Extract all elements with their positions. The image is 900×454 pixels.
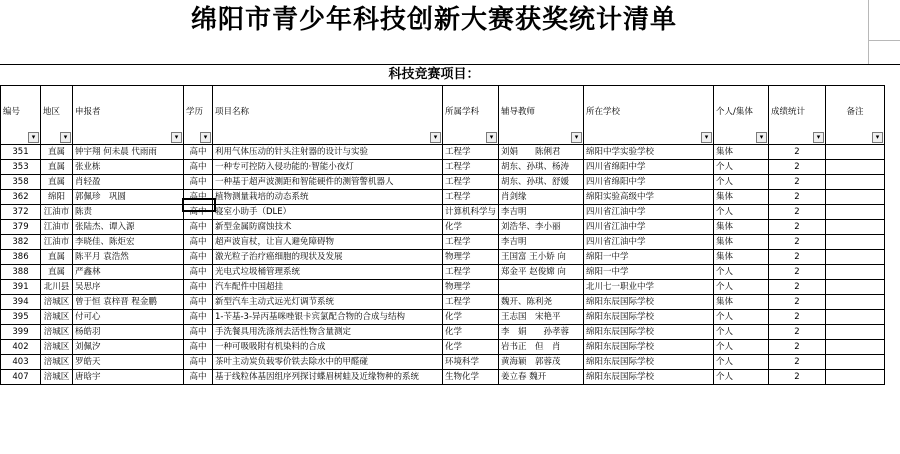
table-cell[interactable]: 刘佩汐 [73,340,184,355]
table-row [1,250,885,265]
table-row [1,370,885,385]
table-cell[interactable]: 个人 [714,160,769,175]
table-cell[interactable]: 353 [1,160,41,175]
table-cell[interactable]: 高中 [184,175,213,190]
table-cell[interactable]: 2 [769,370,826,385]
table-cell[interactable]: 付可心 [73,310,184,325]
table-cell[interactable] [499,280,584,295]
table-cell[interactable]: 岩书正 但 肖 [499,340,584,355]
table-cell[interactable]: 2 [769,175,826,190]
table-cell[interactable]: 绵阳实验高级中学 [584,190,714,205]
table-cell[interactable] [826,235,885,250]
table-cell[interactable]: 绵阳东辰国际学校 [584,370,714,385]
table-cell[interactable]: 北川七一职业中学 [584,280,714,295]
sheet-gridline [868,0,869,64]
table-cell[interactable]: 402 [1,340,41,355]
table-cell[interactable]: 绵阳东辰国际学校 [584,355,714,370]
table-cell[interactable]: 光电式垃圾桶管理系统 [213,265,443,280]
table-cell[interactable]: 工程学 [443,175,499,190]
table-cell[interactable]: 个人 [714,355,769,370]
table-cell[interactable]: 高中 [184,265,213,280]
section-title: 科技竞赛项目： [388,67,480,82]
table-cell[interactable]: 北川县 [41,280,73,295]
table-cell[interactable]: 新型金属防腐蚀技术 [213,220,443,235]
table-cell[interactable]: 涪城区 [41,355,73,370]
table-cell[interactable]: 工程学 [443,295,499,310]
header-row [1,86,885,145]
table-cell[interactable]: 汽车配件中国超挂 [213,280,443,295]
table-cell[interactable]: 四川省绵阳中学 [584,175,714,190]
table-cell[interactable]: 372 [1,205,41,220]
sheet-border [0,64,900,65]
table-cell[interactable]: 魏开、陈利尧 [499,295,584,310]
table-cell[interactable] [826,190,885,205]
column-header-label: 成绩统计 [771,107,806,117]
table-cell[interactable]: 绵阳东辰国际学校 [584,340,714,355]
dropdown-arrow-icon[interactable]: ▾ [571,132,582,143]
table-cell[interactable]: 直属 [41,145,73,160]
table-cell[interactable]: 胡东、孙琪、舒媛 [499,175,584,190]
table-cell[interactable]: 工程学 [443,145,499,160]
table-row [1,205,885,220]
table-cell[interactable] [826,355,885,370]
table-cell[interactable]: 严鑫林 [73,265,184,280]
table-cell[interactable]: 个人 [714,280,769,295]
table-row [1,355,885,370]
column-header-label: 地区 [43,107,61,117]
table-cell[interactable]: 一种专可控防入侵功能的·智能小夜灯 [213,160,443,175]
table-cell[interactable]: 物理学 [443,250,499,265]
dropdown-arrow-icon[interactable]: ▾ [813,132,824,143]
table-row [1,325,885,340]
table-cell[interactable]: 手洗餐具用洗涤剂去活性物含量测定 [213,325,443,340]
table-cell[interactable]: 2 [769,250,826,265]
table-cell[interactable]: 407 [1,370,41,385]
table-cell[interactable]: 集体 [714,235,769,250]
table-cell[interactable] [826,340,885,355]
table-cell[interactable]: 绵阳东辰国际学校 [584,295,714,310]
table-cell[interactable]: 化学 [443,310,499,325]
table-cell[interactable] [826,205,885,220]
table-cell[interactable]: 涪城区 [41,370,73,385]
column-header-label: 学历 [186,107,204,117]
table-cell[interactable]: 集体 [714,295,769,310]
table-cell[interactable] [826,370,885,385]
table-cell[interactable]: 358 [1,175,41,190]
column-header-label: 申报者 [75,107,101,117]
column-header-label: 所属学科 [445,107,480,117]
table-cell[interactable]: 1-苄基-3-异丙基咪唑银卡宾氯配合物的合成与结构 [213,310,443,325]
table-cell[interactable] [826,265,885,280]
table-cell[interactable]: 个人 [714,310,769,325]
column-header-label: 备注 [846,107,864,117]
table-cell[interactable] [826,160,885,175]
table-cell[interactable]: 高中 [184,310,213,325]
table-cell[interactable]: 集体 [714,250,769,265]
table-cell[interactable]: 化学 [443,340,499,355]
table-cell[interactable]: 2 [769,145,826,160]
table-cell[interactable]: 李 娟 孙孝蓉 [499,325,584,340]
table-cell[interactable]: 399 [1,325,41,340]
table-cell[interactable]: 吴思序 [73,280,184,295]
table-cell[interactable]: 403 [1,355,41,370]
table-cell[interactable] [826,280,885,295]
column-header[interactable] [1,86,41,145]
table-cell[interactable]: 个人 [714,175,769,190]
table-cell[interactable]: 个人 [714,325,769,340]
table-cell[interactable]: 江油市 [41,205,73,220]
table-cell[interactable]: 集体 [714,220,769,235]
table-cell[interactable]: 江油市 [41,220,73,235]
column-header-label: 辅导教师 [501,107,536,117]
table-cell[interactable]: 姜立春 魏开 [499,370,584,385]
table-cell[interactable]: 张陆杰、谭入源 [73,220,184,235]
table-cell[interactable]: 388 [1,265,41,280]
column-header[interactable] [769,86,826,145]
table-cell[interactable]: 激光粒子治疗癌细胞的现状及发展 [213,250,443,265]
table-cell[interactable]: 环境科学 [443,355,499,370]
table-row [1,160,885,175]
table-row [1,280,885,295]
table-cell[interactable]: 2 [769,310,826,325]
column-header[interactable] [826,86,885,145]
table-cell[interactable]: 工程学 [443,265,499,280]
table-cell[interactable]: 绵阳东辰国际学校 [584,325,714,340]
table-cell[interactable]: 一种基于超声波测距和智能硬件的测管警机器人 [213,175,443,190]
table-cell[interactable]: 刘浩华、李小丽 [499,220,584,235]
table-cell[interactable]: 391 [1,280,41,295]
table-cell[interactable]: 382 [1,235,41,250]
table-cell[interactable]: 张业栋 [73,160,184,175]
table-cell[interactable]: 个人 [714,370,769,385]
table-cell[interactable]: 唐晗宇 [73,370,184,385]
dropdown-arrow-icon[interactable]: ▾ [872,132,883,143]
table-cell[interactable]: 涪城区 [41,295,73,310]
table-cell[interactable] [826,175,885,190]
table-cell[interactable]: 绵阳东辰国际学校 [584,310,714,325]
table-cell[interactable]: 个人 [714,340,769,355]
table-row [1,265,885,280]
table-cell[interactable]: 寝室小助手（DLE） [213,205,443,220]
table-row [1,220,885,235]
table-cell[interactable]: 高中 [184,160,213,175]
table-cell[interactable]: 2 [769,205,826,220]
dropdown-arrow-icon[interactable]: ▾ [486,132,497,143]
table-cell[interactable]: 罗皓天 [73,355,184,370]
table-cell[interactable]: 刘娟 陈俐君 [499,145,584,160]
table-cell[interactable]: 394 [1,295,41,310]
table-cell[interactable]: 379 [1,220,41,235]
table-row [1,235,885,250]
table-cell[interactable]: 362 [1,190,41,205]
table-cell[interactable]: 351 [1,145,41,160]
table-cell[interactable]: 李晓佳、陈炬宏 [73,235,184,250]
table-cell[interactable]: 李吉明 [499,235,584,250]
column-header[interactable] [499,86,584,145]
table-cell[interactable]: 高中 [184,235,213,250]
table-cell[interactable]: 直属 [41,160,73,175]
table-cell[interactable]: 直属 [41,175,73,190]
table-cell[interactable]: 2 [769,355,826,370]
table-cell[interactable]: 肖轻盈 [73,175,184,190]
sheet-gridline [868,40,900,41]
table-cell[interactable]: 高中 [184,145,213,160]
table-cell[interactable]: 2 [769,325,826,340]
table-cell[interactable]: 胡东、孙琪、杨涛 [499,160,584,175]
table-cell[interactable]: 直属 [41,265,73,280]
table-cell[interactable]: 四川省江油中学 [584,220,714,235]
table-cell[interactable]: 2 [769,280,826,295]
column-header[interactable] [73,86,184,145]
table-cell[interactable]: 茶叶主动炭负载零价铁去除水中的甲醛碰 [213,355,443,370]
dropdown-arrow-icon[interactable]: ▾ [28,132,39,143]
table-cell[interactable]: 王国富 王小娇 向 [499,250,584,265]
column-header[interactable] [184,86,213,145]
table-cell[interactable]: 个人 [714,205,769,220]
column-header-label: 个人/集体 [716,107,753,117]
table-cell[interactable]: 江油市 [41,235,73,250]
table-cell[interactable]: 2 [769,295,826,310]
dropdown-arrow-icon[interactable]: ▾ [430,132,441,143]
award-table [0,85,885,385]
dropdown-arrow-icon[interactable]: ▾ [60,132,71,143]
table-row [1,295,885,310]
column-header[interactable] [41,86,73,145]
table-cell[interactable]: 杨皓羽 [73,325,184,340]
table-cell[interactable]: 高中 [184,205,213,220]
table-cell[interactable]: 高中 [184,250,213,265]
table-cell[interactable]: 工程学 [443,235,499,250]
dropdown-arrow-icon[interactable]: ▾ [171,132,182,143]
table-cell[interactable]: 基于线粒体基因组序列探讨蝶眉树蛙及近缘物种的系统 [213,370,443,385]
table-cell[interactable]: 386 [1,250,41,265]
table-cell[interactable]: 黄海颖 郭蓉茂 [499,355,584,370]
table-cell[interactable]: 涪城区 [41,310,73,325]
table-row [1,190,885,205]
table-cell[interactable]: 2 [769,340,826,355]
table-cell[interactable]: 新型汽车主动式远光灯调节系统 [213,295,443,310]
table-cell[interactable]: 2 [769,220,826,235]
table-cell[interactable]: 超声波盲杖，让盲人避免障碍物 [213,235,443,250]
table-cell[interactable]: 高中 [184,340,213,355]
table-cell[interactable]: 2 [769,235,826,250]
table-cell[interactable] [826,250,885,265]
table-cell[interactable]: 高中 [184,325,213,340]
table-cell[interactable]: 植物测量栽培的动态系统 [213,190,443,205]
table-cell[interactable] [826,220,885,235]
table-cell[interactable]: 高中 [184,190,213,205]
table-cell[interactable]: 物理学 [443,280,499,295]
table-cell[interactable]: 李吉明 [499,205,584,220]
column-header[interactable] [714,86,769,145]
table-cell[interactable]: 集体 [714,190,769,205]
table-cell[interactable]: 四川省江油中学 [584,205,714,220]
table-cell[interactable]: 涪城区 [41,325,73,340]
table-cell[interactable]: 绵阳 [41,190,73,205]
table-row [1,310,885,325]
sheet-title: 绵阳市青少年科技创新大赛获奖统计清单 [190,5,677,35]
table-cell[interactable]: 直属 [41,250,73,265]
column-header-label: 编号 [3,107,21,117]
column-header[interactable] [443,86,499,145]
column-header[interactable] [213,86,443,145]
dropdown-arrow-icon[interactable]: ▾ [756,132,767,143]
table-row [1,145,885,160]
table-cell[interactable]: 2 [769,160,826,175]
table-cell[interactable]: 绵阳一中学 [584,250,714,265]
table-cell[interactable]: 涪城区 [41,340,73,355]
table-cell[interactable]: 郑金平 赵俊嫦 向 [499,265,584,280]
table-cell[interactable]: 高中 [184,355,213,370]
table-cell[interactable]: 2 [769,190,826,205]
table-cell[interactable] [826,145,885,160]
table-cell[interactable]: 郭佩珍 巩圆 [73,190,184,205]
table-cell[interactable]: 个人 [714,265,769,280]
table-row [1,175,885,190]
table-cell[interactable]: 集体 [714,145,769,160]
table-cell[interactable]: 四川省江油中学 [584,235,714,250]
table-cell[interactable]: 王志国 宋艳平 [499,310,584,325]
table-cell[interactable]: 高中 [184,370,213,385]
table-cell[interactable] [826,295,885,310]
table-cell[interactable]: 化学 [443,325,499,340]
table-cell[interactable]: 绵阳中学实验学校 [584,145,714,160]
table-cell[interactable] [826,310,885,325]
table-cell[interactable]: 高中 [184,295,213,310]
table-cell[interactable]: 生物化学 [443,370,499,385]
column-header-label: 所在学校 [586,107,621,117]
table-cell[interactable] [826,325,885,340]
table-cell[interactable]: 陈责 [73,205,184,220]
table-row [1,340,885,355]
table-cell[interactable]: 计算机科学与 [443,205,499,220]
table-cell[interactable]: 高中 [184,280,213,295]
dropdown-arrow-icon[interactable]: ▾ [200,132,211,143]
table-cell[interactable]: 一种可吸吸附有机染料的合成 [213,340,443,355]
table-cell[interactable]: 工程学 [443,190,499,205]
table-cell[interactable]: 利用气体压动的针头注射器的设计与实验 [213,145,443,160]
table-cell[interactable]: 四川省绵阳中学 [584,160,714,175]
table-cell[interactable]: 肖剑缘 [499,190,584,205]
table-cell[interactable]: 绵阳一中学 [584,265,714,280]
column-header-label: 项目名称 [215,107,250,117]
table-cell[interactable]: 工程学 [443,160,499,175]
table-cell[interactable]: 高中 [184,220,213,235]
dropdown-arrow-icon[interactable]: ▾ [701,132,712,143]
table-cell[interactable]: 曾于恒 袁梓晋 程金鹏 [73,295,184,310]
table-cell[interactable]: 2 [769,265,826,280]
table-cell[interactable]: 陈平月 袁浩然 [73,250,184,265]
table-cell[interactable]: 化学 [443,220,499,235]
column-header[interactable] [584,86,714,145]
table-cell[interactable]: 395 [1,310,41,325]
table-cell[interactable]: 钟宇翔 何未晨 代雨雨 [73,145,184,160]
